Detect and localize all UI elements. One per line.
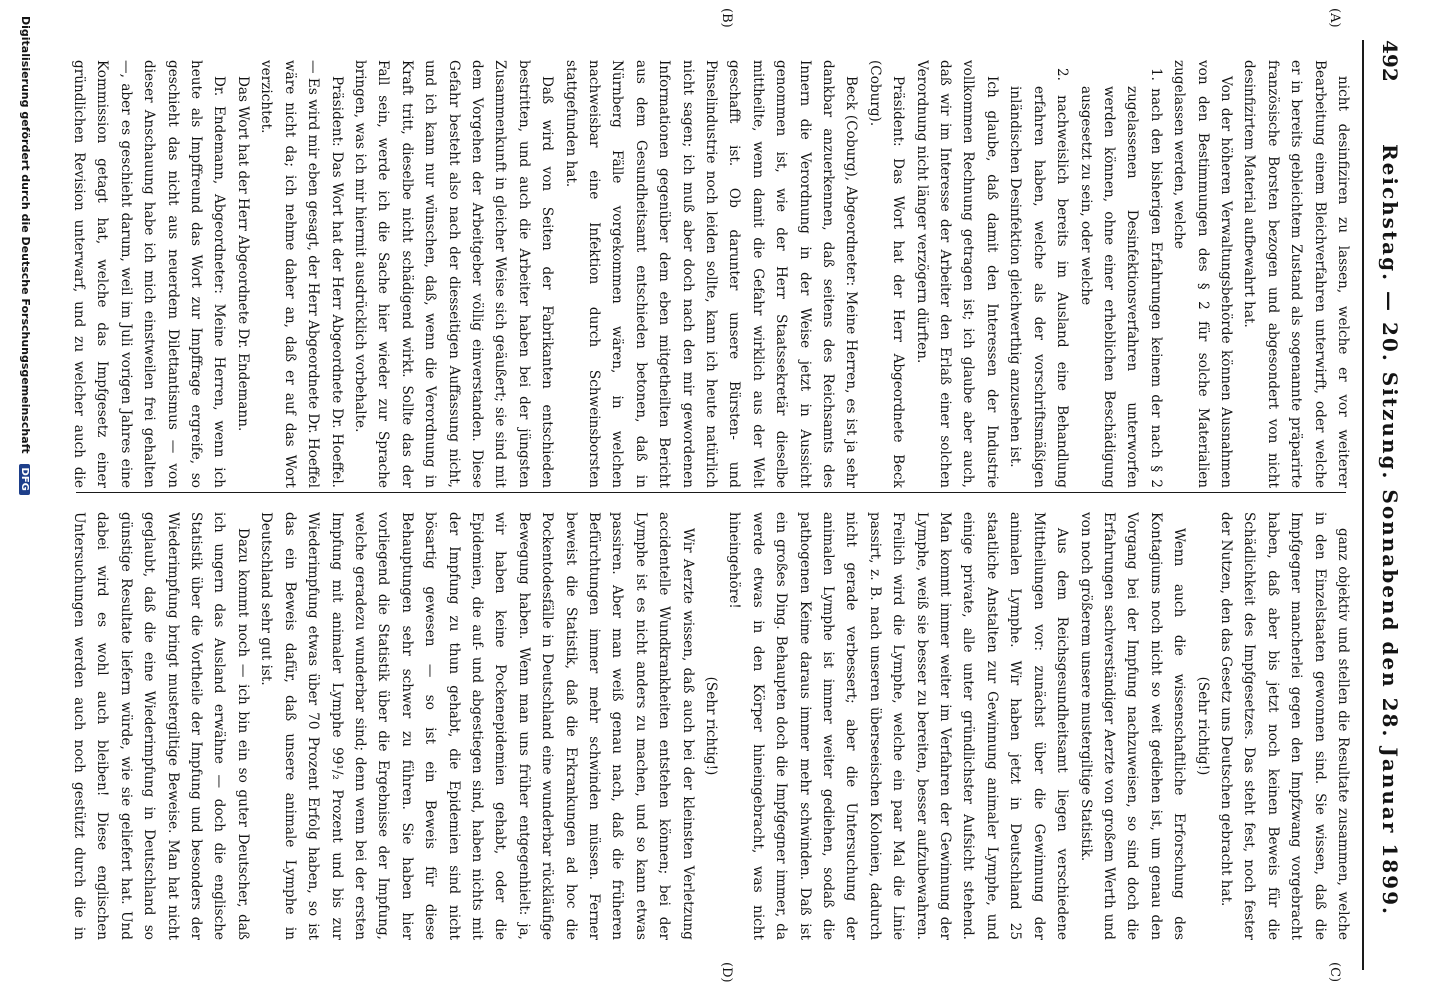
paragraph: Dazu kommt noch — ich bin ein so guter Deutscher, daß ich ungern das Ausland erwähne — doch die englische Statistik über die Vortheile der Impfung und besonders der Wiederimpfung bringt mustergiltige Beweise. Man hat nicht geglaubt, daß die eine Wiederimpfung in Deutschland so günstige Resultate liefern würde, wie sie geliefert hat. Und dabei wird es wohl auch bleiben! Diese englischen Untersuchungen werden auch noch gestützt durch die in <box>71 512 251 940</box>
list-item: 1. nach den bisherigen Erfahrungen keinem der nach § 2 zugelassenen Desinfektionsverfahren unterworfen werden können, ohne einer erheblichen Beschädigung ausgesetzt zu sein, oder welche <box>1077 68 1164 488</box>
interjection: (Sehr richtig!) <box>703 676 720 776</box>
paragraph: Daß wird von Seiten der Fabrikanten entschieden bestritten, und auch die Arbeiter haben bei der jüngsten Zusammenkunft in gleicher Weise sich geäußert; sie sind mit dem Vorgehen der Arbeitgeber völlig einverstanden. Diese Gefahr besteht also nach der diesseitigen Auffassung nicht, und ich kann nur wünschen, daß, wenn die Verordnung in Kraft tritt, dieselbe nicht schädigend wirkt. Sollte das der Fall sein, werde ich die Sache hier wieder zur Sprache bringen, was ich mir hiermit ausdrücklich vorbehalte. <box>351 60 556 488</box>
paragraph: Präsident: Das Wort hat der Herr Abgeordnete Dr. Hoeffel. — Es wird mir eben gesagt, der Herr Abgeordnete Dr. Hoeffel wäre nicht da; ich nehme daher an, daß er auf das Wort verzichtet. <box>258 60 345 488</box>
paragraph: Dr. Endemann, Abgeordneter: Meine Herren, wenn ich heute als Impffreund das Wort zur Impffrage ergreife, so geschieht das nicht aus neuerdem Dilettantismus — von dieser Anschauung habe ich mich einstweilen frei gehalten —, aber es geschieht darum, weil im Juli vorigen Jahres eine Kommission getagt hat, welche das Impfgesetz einer gründlichen Revision unterwarf, und zu welcher auch die <box>71 60 228 488</box>
credit-text: Digitalisierung gefördert durch die Deutsche Forschungsgemeinschaft <box>19 16 32 454</box>
margin-marker-a: (A) <box>1327 8 1342 28</box>
left-column <box>64 60 1354 488</box>
margin-marker-d: (D) <box>719 962 734 983</box>
list-item: 2. nachweislich bereits im Ausland eine Behandlung erfahren haben, welche als der vorschriftsmäßigen inländischen Desinfektion gleichwerthig anzusehen ist. <box>1007 68 1071 488</box>
dfg-logo: DFG <box>20 464 31 495</box>
page-header <box>1362 40 1406 960</box>
paragraph: ganz objektiv und stellen die Resultate zusammen, welche in den Einzelstaaten gewonnen sind. Sie wissen, daß die Impfgegner mancherlei gegen den Impfzwang vorgebracht haben, daß aber bis jetzt noch keinen Beweis für die Schädlichkeit des Impfgesetzes. Das steht fest, noch fester der Nutzen, den das Gesetz uns Deutschen gebracht hat. <box>1217 512 1351 940</box>
page-number: 492 <box>1378 40 1402 82</box>
paragraph: Wenn auch die wissenschaftliche Erforschung des Kontagiums noch nicht so weit gediehen ist, um genau den Vorgang bei der Impfung nachzuweisen, so sind doch die Erfahrungen sachverständiger Aerzte von großem Werth und von noch größerem unsere mustergiltige Statistik. <box>1077 512 1188 940</box>
margin-marker-b: (B) <box>719 8 734 28</box>
paragraph: Beck (Coburg), Abgeordneter: Meine Herren, es ist ja sehr dankbar anzuerkennen, daß seitens des Reichsamts des Innern die Verordnung in der Weise jetzt in Aussicht genommen ist, wie der Herr Staatssekretär dieselbe mittheilte, wenn damit die Gefahr wirklich aus der Welt geschafft ist. Ob darunter unsere Bürsten- und Pinselindustrie noch leiden sollte, kann ich heute natürlich nicht sagen; ich muß aber doch nach den mir gewordenen Informationen gegenüber dem eben mitgetheilten Bericht aus dem Gesundheitsamt entschieden betonen, daß in Nürnberg Fälle vorgekommen wären, in welchen nachweisbar eine Infektion durch Schweinsborsten stattgefunden hat. <box>562 60 860 488</box>
paragraph: Wir Aerzte wissen, daß auch bei der kleinsten Verletzung accidentelle Wundkrankheiten entstehen können; bei der Lymphe ist es nicht anders zu machen, und so kann etwas passiren. Aber man weiß genau nach, daß die früheren Befürchtungen immer mehr schwinden müssen. Ferner beweist die Statistik, daß die Erkrankungen ad hoc die Pockentodesfälle in Deutschland eine wunderbar rückläufige Bewegung haben. Wenn man uns früher entgegenhielt: ja, wir haben keine Pockenepidemien gehabt, oder die Epidemien, die auf- und abgestiegen sind, haben nichts mit der Impfung zu thun gehabt, die Epidemien sind nicht bösartig gewesen — so ist ein Beweis für diese Behauptungen sehr schwer zu führen. Sie haben hier vorliegend die Statistik über die Ergebnisse der Impfung, welche geradezu wunderbar sind; denn wenn bei der ersten Impfung mit animaler Lymphe 99¹/₂ Prozent und bis zur Wiederimpfung etwas über 70 Prozent Erfolg haben, so ist das ein Beweis dafür, daß unsere animale Lymphe in Deutschland sehr gut ist. <box>258 512 696 940</box>
digitization-credit <box>8 16 32 986</box>
paragraph: Präsident: Das Wort hat der Herr Abgeordnete Beck (Coburg). <box>866 60 907 488</box>
paragraph: Von der höheren Verwaltungsbehörde können Ausnahmen von den Bestimmungen des § 2 für solche Materialien zugelassen werden, welche <box>1171 60 1234 488</box>
paragraph: nicht desinfiziren zu lassen, welche er vor weiterer Bearbeitung einem Bleichverfahren unterwirft, oder welche er in bereits gebleichtem Zustand als sogenannte präparirte französische Borsten bezogen und abgesondert von nicht desinfizirtem Material aufbewahrt hat. <box>1241 60 1351 488</box>
paragraph: Ich glaube, daß damit den Interessen der Industrie vollkommen Rechnung getragen ist; ich glaube aber auch, daß wir im Interesse der Arbeiter den Erlaß einer solchen Verordnung nicht länger verzögern dürften. <box>913 60 1000 488</box>
interjection: (Sehr richtig!) <box>1194 676 1211 776</box>
right-column <box>64 512 1354 940</box>
column-divider <box>76 492 1346 493</box>
header-rule <box>1362 40 1364 970</box>
paragraph: Das Wort hat der Herr Abgeordnete Dr. Endemann. <box>234 76 251 432</box>
paragraph: Aus dem Reichsgesundheitsamt liegen verschiedene Mittheilungen vor: zunächst über die Gewinnung der animalen Lymphe. Wir haben jetzt in Deutschland 25 staatliche Anstalten zur Gewinnung animaler Lymphe, und einige private, alle unter gründlichster Aufsicht stehend. Man kommt immer weiter im Verfahren der Gewinnung der Lymphe, weiß sie besser zu bereiten, besser aufzubewahren. Freilich wird die Lymphe, welche ein paar Mal die Linie passirt, z. B. nach unseren überseeischen Kolonien, dadurch nicht gerade verbessert; aber die Untersuchung der animalen Lymphe ist immer weiter gediehen, sodaß die pathogenen Keime daraus immer mehr schwinden. Daß ist ein großes Ding. Behaupten doch die Impfgegner immer, da werde etwas in den Körper hineingebracht, was nicht hineingehöre! <box>726 512 1071 940</box>
margin-marker-c: (C) <box>1327 962 1342 983</box>
page-title: Reichstag. — 20. Sitzung. Sonnabend den 28. Januar 1899. <box>1378 144 1402 916</box>
